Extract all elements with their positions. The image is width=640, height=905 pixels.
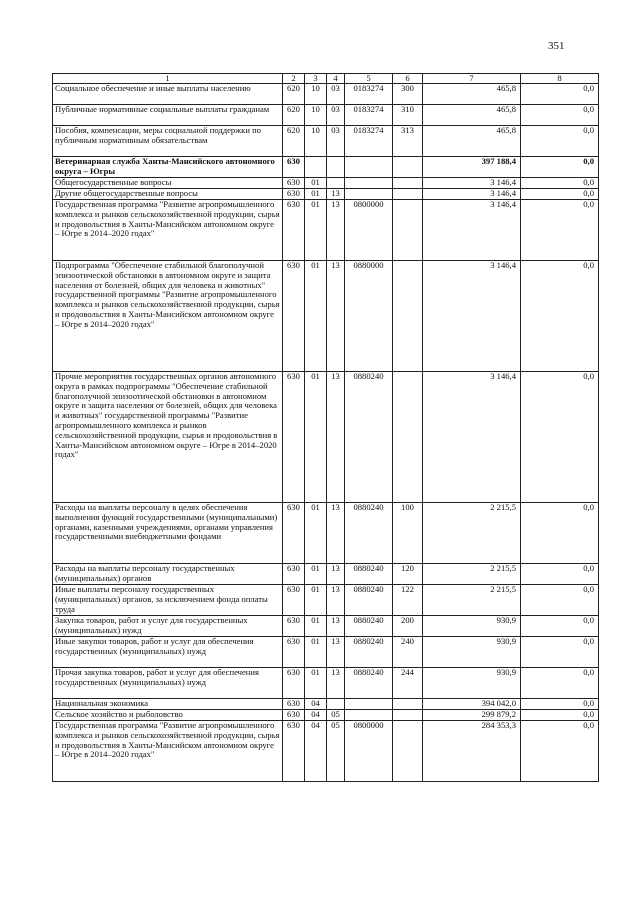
expense-type-cell xyxy=(393,372,423,503)
target-article-cell: 0800000 xyxy=(345,200,393,261)
subsection-cell: 03 xyxy=(327,126,345,157)
item-name-cell: Ветеринарная служба Ханты-Мансийского автономного округа – Югры xyxy=(53,157,283,178)
table-row xyxy=(53,84,599,105)
expense-type-cell: 100 xyxy=(393,503,423,564)
table-row xyxy=(53,710,599,721)
item-name-cell: Общегосударственные вопросы xyxy=(53,178,283,189)
expense-type-cell: 200 xyxy=(393,616,423,637)
expense-type-cell xyxy=(393,178,423,189)
subsection-cell: 03 xyxy=(327,84,345,105)
section-cell: 10 xyxy=(305,126,327,157)
target-article-cell xyxy=(345,178,393,189)
section-cell: 01 xyxy=(305,178,327,189)
amount-cell: 465,8 xyxy=(423,126,521,157)
item-name-cell: Публичные нормативные социальные выплаты гражданам xyxy=(53,105,283,126)
target-article-cell xyxy=(345,710,393,721)
chapter-code-cell: 620 xyxy=(283,105,305,126)
target-article-cell: 0880240 xyxy=(345,668,393,699)
subsection-cell: 13 xyxy=(327,372,345,503)
item-name-cell: Иные выплаты персоналу государственных (муниципальных) органов, за исключением фонда оплаты труда xyxy=(53,585,283,616)
chapter-code-cell: 630 xyxy=(283,372,305,503)
target-article-cell xyxy=(345,157,393,178)
page-number: 351 xyxy=(548,40,565,52)
column-header: 1 xyxy=(53,74,283,84)
subsection-cell: 05 xyxy=(327,721,345,782)
table-row xyxy=(53,699,599,710)
item-name-cell: Закупка товаров, работ и услуг для государственных (муниципальных) нужд xyxy=(53,616,283,637)
subsection-cell: 05 xyxy=(327,710,345,721)
section-cell: 04 xyxy=(305,721,327,782)
chapter-code-cell: 630 xyxy=(283,616,305,637)
target-article-cell xyxy=(345,699,393,710)
amount-cell: 0,0 xyxy=(521,585,599,616)
subsection-cell: 13 xyxy=(327,564,345,585)
expense-type-cell xyxy=(393,200,423,261)
subsection-cell: 13 xyxy=(327,189,345,200)
amount-cell: 394 042,0 xyxy=(423,699,521,710)
chapter-code-cell: 630 xyxy=(283,699,305,710)
column-header: 3 xyxy=(305,74,327,84)
amount-cell: 0,0 xyxy=(521,178,599,189)
amount-cell: 0,0 xyxy=(521,261,599,372)
section-cell: 01 xyxy=(305,503,327,564)
item-name-cell: Расходы на выплаты персоналу в целях обеспечения выполнения функций государственными (муниципальными) органами, казенными учреждениями, органами управления государственными внебюджетными фондами xyxy=(53,503,283,564)
amount-cell: 0,0 xyxy=(521,200,599,261)
amount-cell: 3 146,4 xyxy=(423,261,521,372)
expense-type-cell: 120 xyxy=(393,564,423,585)
target-article-cell: 0880240 xyxy=(345,564,393,585)
amount-cell: 0,0 xyxy=(521,668,599,699)
section-cell: 01 xyxy=(305,200,327,261)
chapter-code-cell: 630 xyxy=(283,200,305,261)
table-header-row xyxy=(53,74,599,84)
table-row xyxy=(53,637,599,668)
subsection-cell: 13 xyxy=(327,616,345,637)
amount-cell: 397 188,4 xyxy=(423,157,521,178)
column-header: 5 xyxy=(345,74,393,84)
chapter-code-cell: 630 xyxy=(283,710,305,721)
expense-type-cell: 122 xyxy=(393,585,423,616)
section-cell xyxy=(305,157,327,178)
amount-cell: 0,0 xyxy=(521,710,599,721)
amount-cell: 0,0 xyxy=(521,564,599,585)
expense-type-cell xyxy=(393,699,423,710)
section-cell: 01 xyxy=(305,189,327,200)
subsection-cell xyxy=(327,157,345,178)
chapter-code-cell: 630 xyxy=(283,721,305,782)
subsection-cell: 13 xyxy=(327,261,345,372)
amount-cell: 3 146,4 xyxy=(423,200,521,261)
item-name-cell: Пособия, компенсации, меры социальной поддержки по публичным нормативным обязательствам xyxy=(53,126,283,157)
budget-table xyxy=(52,73,599,782)
chapter-code-cell: 630 xyxy=(283,503,305,564)
subsection-cell xyxy=(327,178,345,189)
section-cell: 04 xyxy=(305,699,327,710)
target-article-cell: 0183274 xyxy=(345,126,393,157)
column-header: 8 xyxy=(521,74,599,84)
amount-cell: 0,0 xyxy=(521,157,599,178)
section-cell: 01 xyxy=(305,585,327,616)
column-header: 4 xyxy=(327,74,345,84)
expense-type-cell xyxy=(393,157,423,178)
table-row xyxy=(53,616,599,637)
expense-type-cell: 240 xyxy=(393,637,423,668)
expense-type-cell xyxy=(393,261,423,372)
table-row xyxy=(53,261,599,372)
column-header: 2 xyxy=(283,74,305,84)
chapter-code-cell: 630 xyxy=(283,261,305,372)
subsection-cell: 13 xyxy=(327,668,345,699)
table-row xyxy=(53,200,599,261)
amount-cell: 930,9 xyxy=(423,616,521,637)
amount-cell: 299 879,2 xyxy=(423,710,521,721)
chapter-code-cell: 630 xyxy=(283,564,305,585)
target-article-cell: 0880240 xyxy=(345,637,393,668)
section-cell: 04 xyxy=(305,710,327,721)
chapter-code-cell: 630 xyxy=(283,157,305,178)
table-row xyxy=(53,721,599,782)
chapter-code-cell: 630 xyxy=(283,585,305,616)
item-name-cell: Другие общегосударственные вопросы xyxy=(53,189,283,200)
item-name-cell: Сельское хозяйство и рыболовство xyxy=(53,710,283,721)
section-cell: 01 xyxy=(305,261,327,372)
target-article-cell: 0800000 xyxy=(345,721,393,782)
amount-cell: 0,0 xyxy=(521,616,599,637)
amount-cell: 0,0 xyxy=(521,721,599,782)
section-cell: 10 xyxy=(305,105,327,126)
amount-cell: 0,0 xyxy=(521,637,599,668)
item-name-cell: Прочая закупка товаров, работ и услуг для обеспечения государственных (муниципальных) нужд xyxy=(53,668,283,699)
amount-cell: 0,0 xyxy=(521,699,599,710)
table-row xyxy=(53,126,599,157)
section-cell: 10 xyxy=(305,84,327,105)
table-row xyxy=(53,503,599,564)
item-name-cell: Национальная экономика xyxy=(53,699,283,710)
section-cell: 01 xyxy=(305,616,327,637)
chapter-code-cell: 630 xyxy=(283,189,305,200)
amount-cell: 2 215,5 xyxy=(423,503,521,564)
item-name-cell: Государственная программа "Развитие агропромышленного комплекса и рынков сельскохозяйственной продукции, сырья и продовольствия в Ханты-Мансийском автономном округе – Югре в 2014–2020 годах" xyxy=(53,721,283,782)
table-row xyxy=(53,668,599,699)
amount-cell: 0,0 xyxy=(521,372,599,503)
item-name-cell: Иные закупки товаров, работ и услуг для обеспечения государственных (муниципальных) нужд xyxy=(53,637,283,668)
amount-cell: 0,0 xyxy=(521,189,599,200)
expense-type-cell: 300 xyxy=(393,84,423,105)
table-row xyxy=(53,105,599,126)
subsection-cell: 03 xyxy=(327,105,345,126)
column-header: 6 xyxy=(393,74,423,84)
amount-cell: 3 146,4 xyxy=(423,178,521,189)
amount-cell: 0,0 xyxy=(521,84,599,105)
chapter-code-cell: 630 xyxy=(283,178,305,189)
amount-cell: 2 215,5 xyxy=(423,564,521,585)
table-row xyxy=(53,178,599,189)
table-row xyxy=(53,157,599,178)
item-name-cell: Расходы на выплаты персоналу государственных (муниципальных) органов xyxy=(53,564,283,585)
amount-cell: 930,9 xyxy=(423,668,521,699)
amount-cell: 930,9 xyxy=(423,637,521,668)
table-row xyxy=(53,372,599,503)
target-article-cell: 0183274 xyxy=(345,84,393,105)
amount-cell: 465,8 xyxy=(423,84,521,105)
chapter-code-cell: 620 xyxy=(283,84,305,105)
column-header: 7 xyxy=(423,74,521,84)
expense-type-cell xyxy=(393,189,423,200)
subsection-cell: 13 xyxy=(327,200,345,261)
amount-cell: 0,0 xyxy=(521,503,599,564)
item-name-cell: Социальное обеспечение и иные выплаты населению xyxy=(53,84,283,105)
target-article-cell: 0880240 xyxy=(345,372,393,503)
amount-cell: 0,0 xyxy=(521,126,599,157)
subsection-cell: 13 xyxy=(327,637,345,668)
item-name-cell: Прочие мероприятия государственных органов автономного округа в рамках подпрограммы "Обеспечение стабильной благополучной эпизоотической обстановки в автономном округе и защита населения от болезней, общих для человека и животных" государственной программы "Развитие агропромышленного комплекса и рынков сельскохозяйственной продукции, сырья и продовольствия в Ханты-Мансийском автономном округе – Югре в 2014–2020 годах" xyxy=(53,372,283,503)
chapter-code-cell: 630 xyxy=(283,668,305,699)
expense-type-cell xyxy=(393,710,423,721)
target-article-cell xyxy=(345,189,393,200)
expense-type-cell: 313 xyxy=(393,126,423,157)
expense-type-cell: 244 xyxy=(393,668,423,699)
item-name-cell: Государственная программа "Развитие агропромышленного комплекса и рынков сельскохозяйственной продукции, сырья и продовольствия в Ханты-Мансийском автономном округе – Югре в 2014–2020 годах" xyxy=(53,200,283,261)
section-cell: 01 xyxy=(305,637,327,668)
section-cell: 01 xyxy=(305,668,327,699)
section-cell: 01 xyxy=(305,372,327,503)
target-article-cell: 0880240 xyxy=(345,585,393,616)
amount-cell: 465,8 xyxy=(423,105,521,126)
target-article-cell: 0880240 xyxy=(345,616,393,637)
expense-type-cell xyxy=(393,721,423,782)
amount-cell: 2 215,5 xyxy=(423,585,521,616)
chapter-code-cell: 620 xyxy=(283,126,305,157)
subsection-cell: 13 xyxy=(327,503,345,564)
table-row xyxy=(53,564,599,585)
chapter-code-cell: 630 xyxy=(283,637,305,668)
target-article-cell: 0880000 xyxy=(345,261,393,372)
item-name-cell: Подпрограмма "Обеспечение стабильной благополучной эпизоотической обстановки в автономном округе и защита населения от болезней, общих для человека и животных" государственной программы "Развитие агропромышленного комплекса и рынков сельскохозяйственной продукции, сырья и продовольствия в Ханты-Мансийском автономном округе – Югре в 2014–2020 годах" xyxy=(53,261,283,372)
expense-type-cell: 310 xyxy=(393,105,423,126)
amount-cell: 3 146,4 xyxy=(423,189,521,200)
subsection-cell: 13 xyxy=(327,585,345,616)
section-cell: 01 xyxy=(305,564,327,585)
target-article-cell: 0880240 xyxy=(345,503,393,564)
table-row xyxy=(53,585,599,616)
subsection-cell xyxy=(327,699,345,710)
amount-cell: 3 146,4 xyxy=(423,372,521,503)
amount-cell: 284 353,3 xyxy=(423,721,521,782)
table-row xyxy=(53,189,599,200)
target-article-cell: 0183274 xyxy=(345,105,393,126)
amount-cell: 0,0 xyxy=(521,105,599,126)
